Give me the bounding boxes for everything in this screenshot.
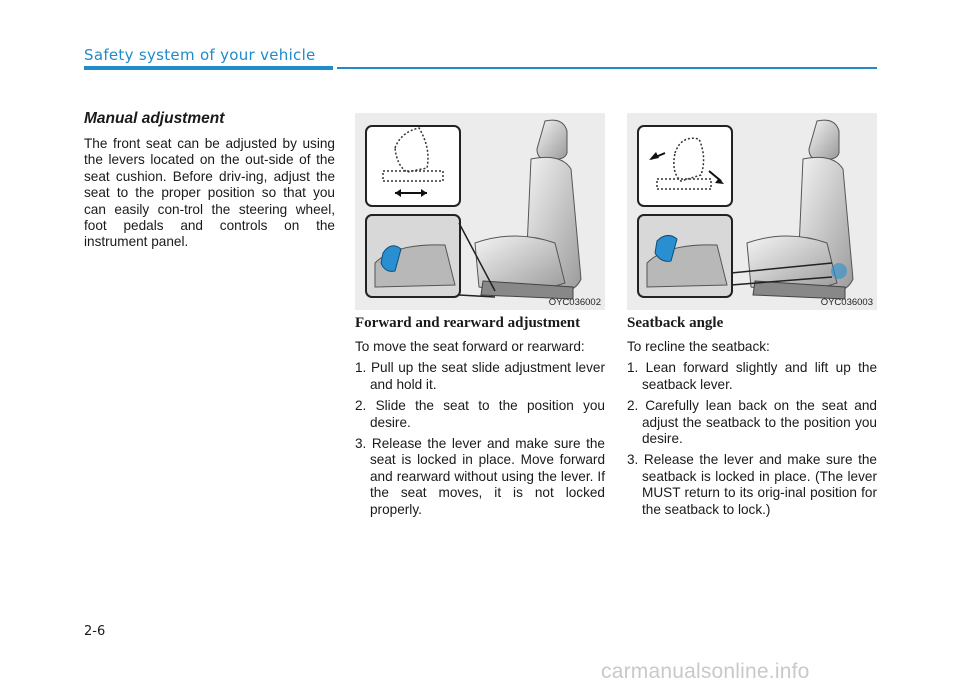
- seatback-angle-steps: [627, 360, 877, 518]
- section-title: Safety system of your vehicle: [84, 46, 316, 64]
- seatback-angle-illustration: [627, 113, 877, 310]
- manual-adjustment-body: The front seat can be adjusted by using the levers located on the out-side of the seat cushion. Before driv-ing, adjust the seat to the proper position so that you can easily con-trol the steering wheel, foot pedals and controls on the instrument panel.: [84, 136, 335, 250]
- list-item: 3. Release the lever and make sure the seat is locked in place. Move forward and rearward without using the lever. If the seat moves, it is not locked properly.: [355, 436, 605, 517]
- seatback-angle-section: [627, 315, 877, 523]
- page-number: 2-6: [84, 624, 106, 639]
- seatback-angle-lead: To recline the seatback:: [627, 339, 770, 354]
- figure-code: OYC036002: [548, 297, 601, 308]
- list-item: 2. Slide the seat to the position you desire.: [355, 398, 605, 430]
- header-rule-thick: [84, 66, 333, 70]
- forward-rearward-steps: [355, 360, 605, 518]
- forward-rearward-section: [355, 315, 605, 523]
- figure-seat-slide: [355, 113, 605, 310]
- list-item: 2. Carefully lean back on the seat and adjust the seatback to the position you desire.: [627, 398, 877, 447]
- figure-code: OYC036003: [820, 297, 873, 308]
- seatback-angle-heading: Seatback angle: [627, 315, 724, 331]
- watermark: carmanualsonline.info: [601, 660, 810, 683]
- list-item: 1. Lean forward slightly and lift up the seatback lever.: [627, 360, 877, 392]
- manual-adjustment-heading: Manual adjustment: [84, 110, 225, 127]
- list-item: 1. Pull up the seat slide adjustment lever and hold it.: [355, 360, 605, 392]
- header-rule-thin: [337, 67, 877, 69]
- list-item: 3. Release the lever and make sure the seatback is locked in place. (The lever MUST return to its orig-inal position for the seatback to lock.): [627, 452, 877, 517]
- figure-seatback-angle: [627, 113, 877, 310]
- seat-slide-illustration: [355, 113, 605, 310]
- manual-adjustment-section: [84, 110, 335, 251]
- forward-rearward-heading: Forward and rearward adjustment: [355, 315, 581, 331]
- forward-rearward-lead: To move the seat forward or rearward:: [355, 339, 585, 354]
